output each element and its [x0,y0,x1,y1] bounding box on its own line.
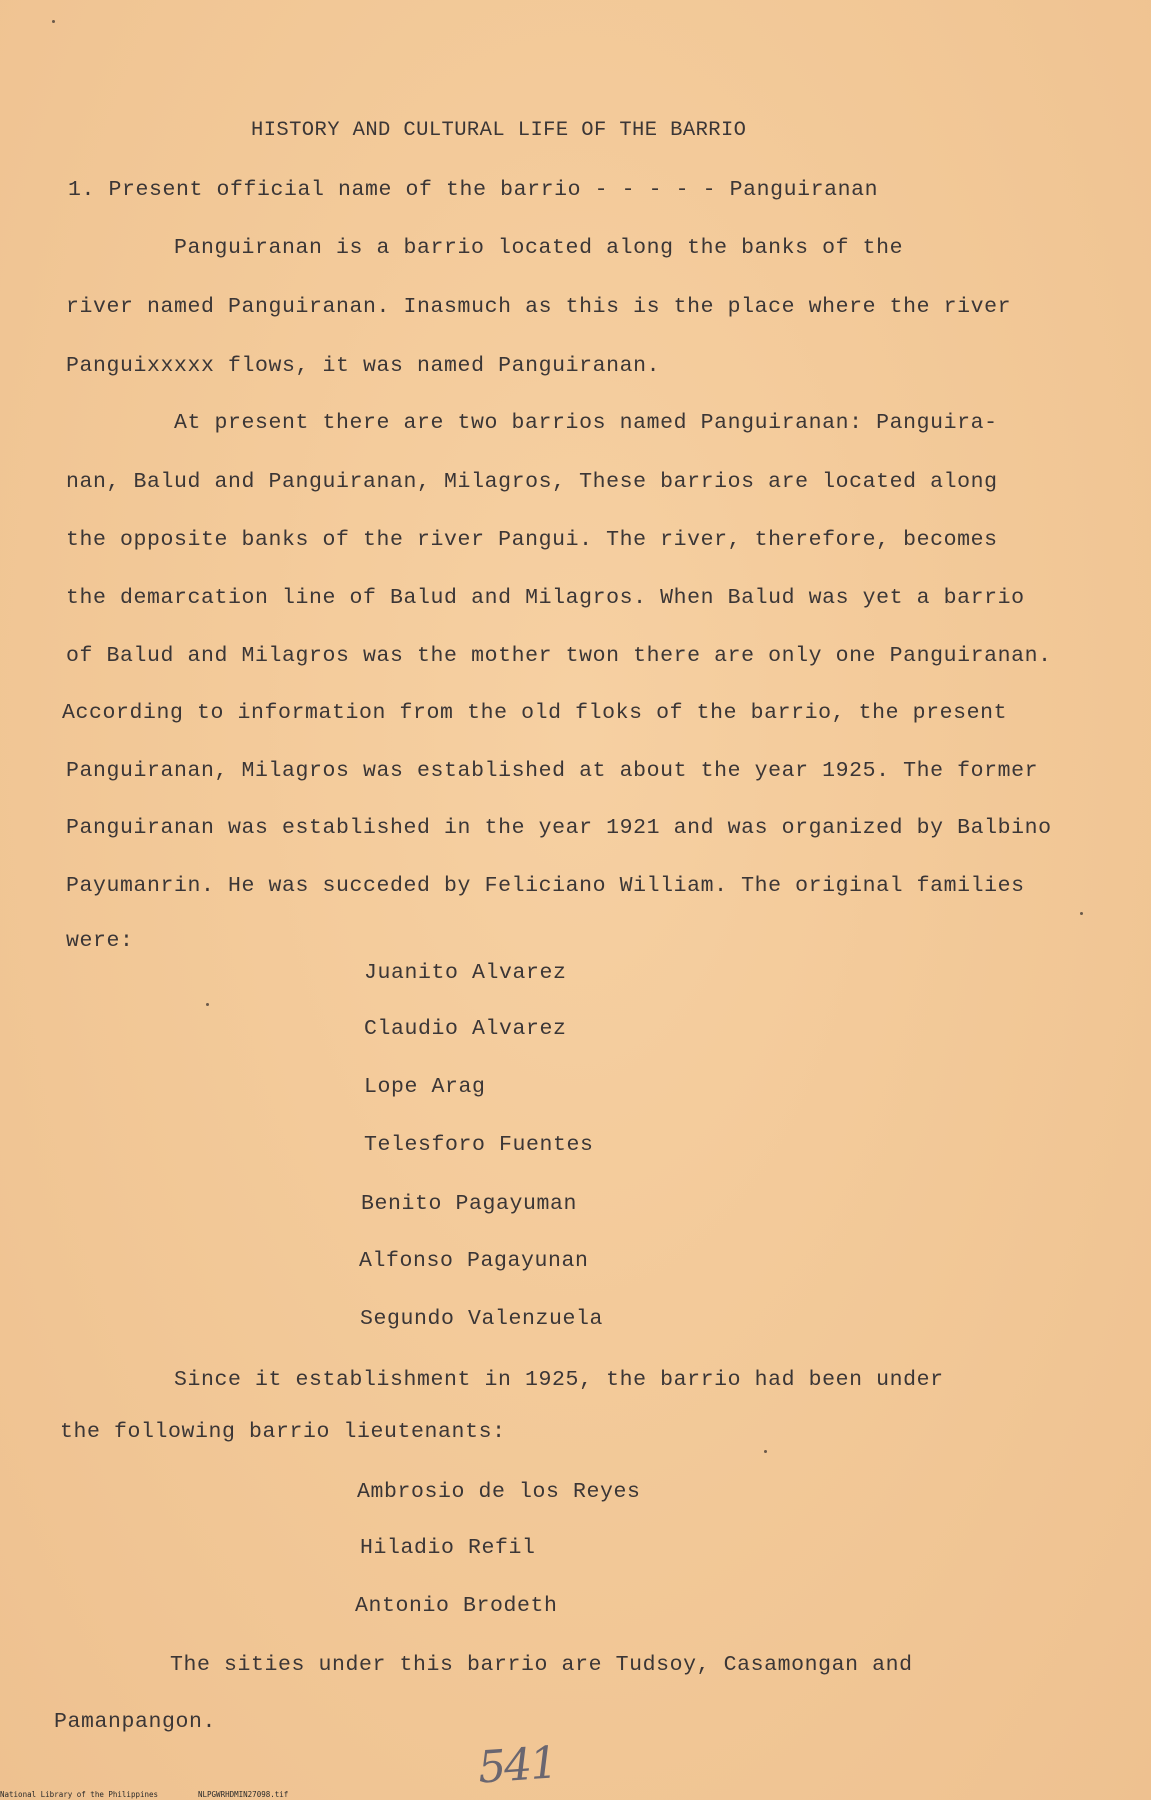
paper-speck [1080,912,1083,915]
paper-speck [206,1003,209,1006]
family-name: Telesforo Fuentes [364,1133,594,1157]
paragraph-line: Since it establishment in 1925, the barrio had been under [174,1368,944,1392]
paragraph-line: Payumanrin. He was succeded by Feliciano William. The original families [66,874,1025,898]
lieutenant-name: Ambrosio de los Reyes [357,1480,641,1504]
paragraph-line: of Balud and Milagros was the mother twon there are only one Panguiranan. [66,644,1052,668]
paper-speck [52,20,55,23]
paragraph-line: river named Panguiranan. Inasmuch as this is the place where the river [66,295,1012,319]
scan-footer [0,1790,1151,1800]
paragraph-line: Panguiranan, Milagros was established at about the year 1925. The former [66,759,1039,783]
paragraph-line: Panguiranan is a barrio located along the banks of the [174,236,904,260]
paragraph-line: the demarcation line of Balud and Milagros. When Balud was yet a barrio [66,586,1025,610]
family-name: Benito Pagayuman [361,1192,578,1216]
paragraph-line: Panguiranan was established in the year 1921 and was organized by Balbino [66,816,1052,840]
paragraph-line: were: [66,929,134,953]
paragraph-line: According to information from the old floks of the barrio, the present [62,701,1008,725]
family-name: Lope Arag [364,1075,486,1099]
paragraph-line: nan, Balud and Panguiranan, Milagros, These barrios are located along [66,470,998,494]
footer-filename: NLPGWRHDMIN27098.tif [198,1790,289,1799]
paragraph-line: the following barrio lieutenants: [60,1420,506,1444]
footer-library: National Library of the Philippines [0,1790,159,1799]
item-official-name: 1. Present official name of the barrio - - - - - Panguiranan [68,178,879,202]
paper-speck [764,1450,767,1453]
lieutenant-name: Hiladio Refil [360,1536,536,1560]
paragraph-line: the opposite banks of the river Pangui. The river, therefore, becomes [66,528,998,552]
family-name: Juanito Alvarez [364,961,567,985]
family-name: Alfonso Pagayunan [359,1249,589,1273]
paragraph-line: At present there are two barrios named Panguiranan: Panguira- [174,411,998,435]
lieutenant-name: Antonio Brodeth [355,1594,558,1618]
family-name: Claudio Alvarez [364,1017,567,1041]
paragraph-line: Pamanpangon. [54,1710,217,1734]
handwritten-page-number: 541 [476,1737,558,1794]
family-name: Segundo Valenzuela [360,1307,604,1331]
paragraph-line: The sities under this barrio are Tudsoy, Casamongan and [170,1653,913,1677]
document-title: HISTORY AND CULTURAL LIFE OF THE BARRIO [251,119,747,142]
paragraph-line: Panguixxxxx flows, it was named Panguiranan. [66,354,661,378]
